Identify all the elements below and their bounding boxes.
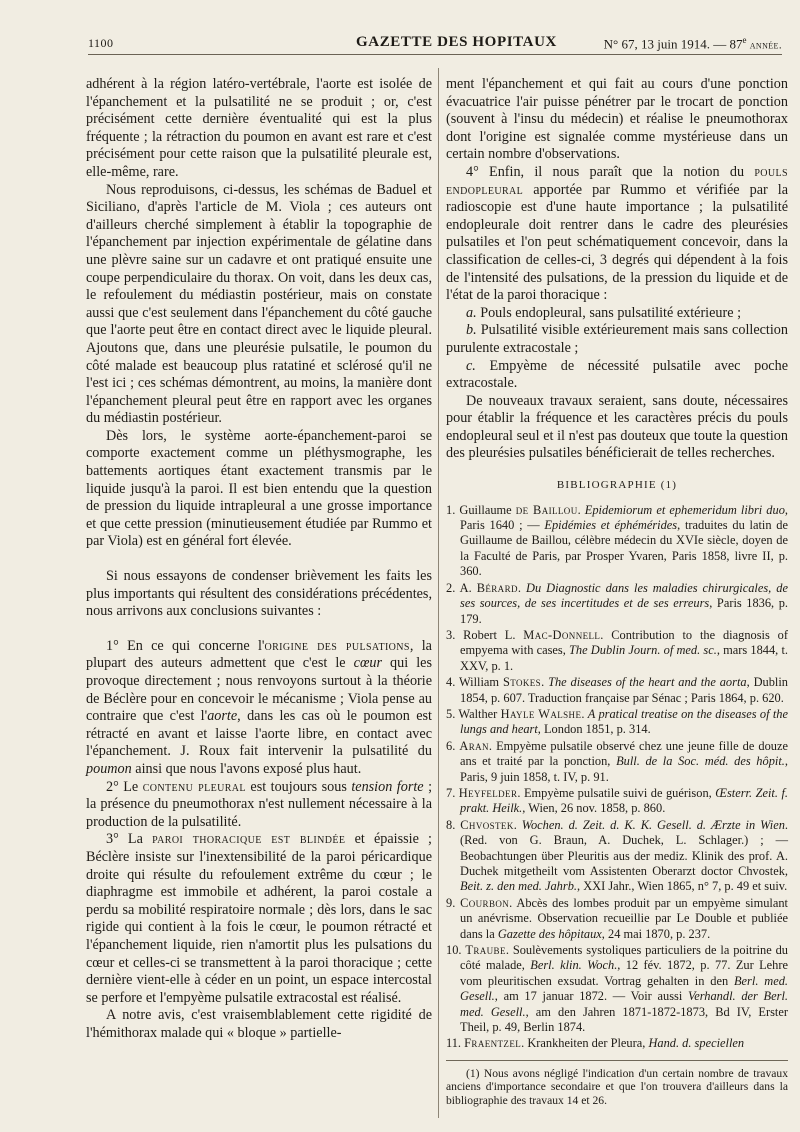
biblio-entry: 3. Robert L. Mac-Donnell. Contribution to the diagnosis of empyema with cases, The Dublin Journ. of med. sc., mars 1844, t. XXV, p. 1.	[446, 627, 788, 673]
paragraph: adhérent à la région latéro-vertébrale, l'aorte est isolée de l'épanchement et la pulsatilité ne se produit ; or, c'est précisément cette dernière éventualité qui est la plus fréquente ; la rétraction du poumon en avant est rare et c'est précisément pour cette raison que la pulsatilité pleurale est, elle-même, rare.	[86, 76, 432, 180]
conclusion-2: 2° Le contenu pleural est toujours sous tension forte ; la présence du pneumothorax n'est nullement nécessaire à la production de la pulsatilité.	[86, 778, 433, 830]
biblio-entry: 6. Aran. Empyème pulsatile observé chez une jeune fille de douze ans et traité par la ponction, Bull. de la Soc. méd. des hôpit., Paris, 9 juin 1858, t. IV, p. 91.	[446, 738, 788, 784]
paragraph: A notre avis, c'est vraisemblablement cette rigidité de l'hémithorax malade qui « bloque » partielle-	[86, 1007, 432, 1041]
list-item-a: a. Pouls endopleural, sans pulsatilité extérieure ;	[466, 304, 742, 321]
list-item-b: b. Pulsatilité visible extérieurement mais sans collection purulente extracostale ;	[446, 322, 788, 356]
page-number: 1100	[88, 36, 114, 50]
footnote-rule	[446, 1060, 788, 1061]
paragraph: De nouveaux travaux seraient, sans doute, nécessaires pour établir la fréquence et les caractères précis du pouls endopleural seul et il n'est pas douteux que toute la question des pleurésies pulsatiles bénéficierait de telles recherches.	[446, 392, 788, 462]
biblio-entry: 1. Guillaume de Baillou. Epidemiorum et ephemeridum libri duo, Paris 1640 ; — Epidémies et éphémérides, traduites du latin de Guillaume de Baillou, célèbre médecin du XVIe siècle, doyen de la Faculté de Paris, par Prosper Yvaren, Paris 1858, livre II, p. 360.	[446, 502, 788, 579]
biblio-entry: 10. Traube. Soulèvements systoliques particuliers de la poitrine du côté malade, Berl. klin. Woch., 12 fév. 1872, p. 77. Zur Lehre vom pleuritischen exsudat. Vortrag gehalten in den Berl. med. Gesell., am 17 januar 1872. — Voir aussi Verhandl. der Berl. med. Gesell., am den Jahren 1871-1872-1873, Bd IV, Erster Theil, p. 49, Berlin 1874.	[446, 943, 788, 1035]
bibliography	[446, 503, 788, 1052]
biblio-entry: 9. Courbon. Abcès des lombes produit par un empyème simulant un anévrisme. Observation recueillie par Le Double et publiée dans la Gazette des hôpitaux, 24 mai 1870, p. 237.	[446, 895, 789, 941]
conclusion-3: 3° La paroi thoracique est blindée et épaissie ; Béclère insiste sur l'inextensibilité de la paroi péricardique droite qui résulte du refoulement extrême du cœur ; le diaphragme est immobile et adhérent, la paroi costale a perdu sa mobilité respiratoire normale ; dès lors, dans le sac rigide qui contient à la fois le cœur, le poumon rétracté et l'épanchement liquide, rien n'amortit plus les pulsations du cœur et celles-ci se transmettent à la paroi thoracique ; cette dernière vient-elle à céder en un point, un espace intercostal se perfore et l'empyème pulsatile extracostal est réalisé.	[86, 831, 432, 1006]
paragraph: ment l'épanchement et qui fait au cours d'une ponction évacuatrice l'air puisse pénétrer par le trocart de ponction (souvent à l'insu du médecin) et réalise le pneumothorax dont l'origine est signalée comme mystérieuse dans un certain nombre d'observations.	[446, 76, 788, 163]
biblio-entry: 7. Heyfelder. Empyème pulsatile suivi de guérison, Œsterr. Zeit. f. prakt. Heilk., Wien, 26 nov. 1858, p. 860.	[446, 785, 788, 816]
conclusion-4: 4° Enfin, il nous paraît que la notion du pouls endopleural apportée par Rummo et vérifiée par la radioscopie est d'une haute importance ; la pulsatilité endopleurale doit rentrer dans le cadre des pleurésies pulsatiles et l'on peut schématiquement concevoir, dans la classification de celles-ci, 3 degrés qui dépendent à la fois de l'intensité des pulsations, de la pression du liquide et de l'état de la paroi thoracique :	[446, 163, 788, 304]
column-divider	[438, 68, 439, 1118]
biblio-entry: 8. Chvostek. Wochen. d. Zeit. d. K. K. Gesell. d. Ærzte in Wien. (Red. von G. Braun, A. Duchek, L. Schlager.) ; — Beobachtungen über Pleuritis aus der mediz. Klinik des prof. A. Duchek mitgetheilt vom Assistenten Oberarzt doctor Chvostek, Beit. z. den med. Jahrb., XXI Jahr., Wien 1865, n° 7, p. 49 et suiv.	[446, 817, 789, 894]
conclusion-1: 1° En ce qui concerne l'origine des pulsations, la plupart des auteurs admettent que c'est le cœur qui les provoque directement ; nous renvoyons surtout à la théorie de Béclère pour en concevoir le mécanisme ; Viola pense au contraire que c'est l'aorte, dans les cas où le poumon est rétracté en avant et laisse l'aorte libre, en contact avec l'épanchement. J. Roux fait intervenir la pulsatilité du poumon ainsi que nous l'avons exposé plus haut.	[86, 637, 432, 777]
paragraph: Si nous essayons de condenser brièvement les faits les plus importants qui résultent des considérations précédentes, nous arrivons aux conclusions suivantes :	[86, 568, 432, 620]
journal-title: GAZETTE DES HOPITAUX	[356, 34, 557, 50]
paragraph: Dès lors, le système aorte-épanchement-paroi se comporte exactement comme un pléthysmographe, les battements aortiques étant exactement transmis par le liquide jusqu'à la paroi. Il est bien entendu que la question de pression du liquide intrapleural a une grosse importance et que cette pression (minutieusement étudiée par Rummo et par Viola) est en général fort élevée.	[86, 427, 432, 550]
biblio-entry: 11. Fraentzel. Krankheiten der Pleura, Hand. d. speciellen	[446, 1036, 745, 1051]
footnote: (1) Nous avons négligé l'indication d'un certain nombre de travaux anciens d'importance secondaire et que l'on trouvera d'ailleurs dans la bibliographie des travaux 14 et 26.	[446, 1066, 788, 1107]
list-item-c: c. Empyème de nécessité pulsatile avec poche extracostale.	[446, 357, 788, 392]
paragraph: Nous reproduisons, ci-dessus, les schémas de Baduel et Siciliano, d'après l'article de M. Viola ; ces auteurs ont d'ailleurs cherché simplement à établir la topographie de l'épanchement par injection expérimentale de gélatine dans une plèvre saine sur un cadavre et ont pratiqué ensuite une coupe perpendiculaire du thorax. On voit, dans les deux cas, le refoulement du médiastin postérieur, mais on constate aussi que c'est seulement dans l'épanchement du côté gauche que l'aorte peut être en contact direct avec le liquide pleural. Ajoutons que, dans une pleurésie pulsatile, le poumon du côté malade est beaucoup plus ratatiné et sclérosé qu'il ne l'est ici ; ces schémas démontrent, au moins, la manière dont l'épanchement pleural peut être en rapport avec les organes du médiastin postérieur.	[86, 181, 432, 427]
right-column	[446, 76, 788, 1107]
biblio-entry: 4. William Stokes. The diseases of the heart and the aorta, Dublin 1854, p. 607. Traduction française par Sénac ; Paris 1864, p. 620.	[446, 675, 788, 705]
biblio-entry: 2. A. Bérard. Du Diagnostic dans les maladies chirurgicales, de ses sources, de ses incertitudes et de ses erreurs, Paris 1836, p. 179.	[446, 580, 788, 626]
page-header	[88, 30, 782, 55]
biblio-entry: 5. Walther Hayle Walshe. A pratical treatise on the diseases of the lungs and heart, London 1851, p. 314.	[446, 706, 788, 737]
left-column	[86, 76, 432, 1042]
bibliography-heading: BIBLIOGRAPHIE (1)	[556, 479, 678, 492]
issue-info: N° 67, 13 juin 1914. — 87e année.	[603, 35, 782, 52]
